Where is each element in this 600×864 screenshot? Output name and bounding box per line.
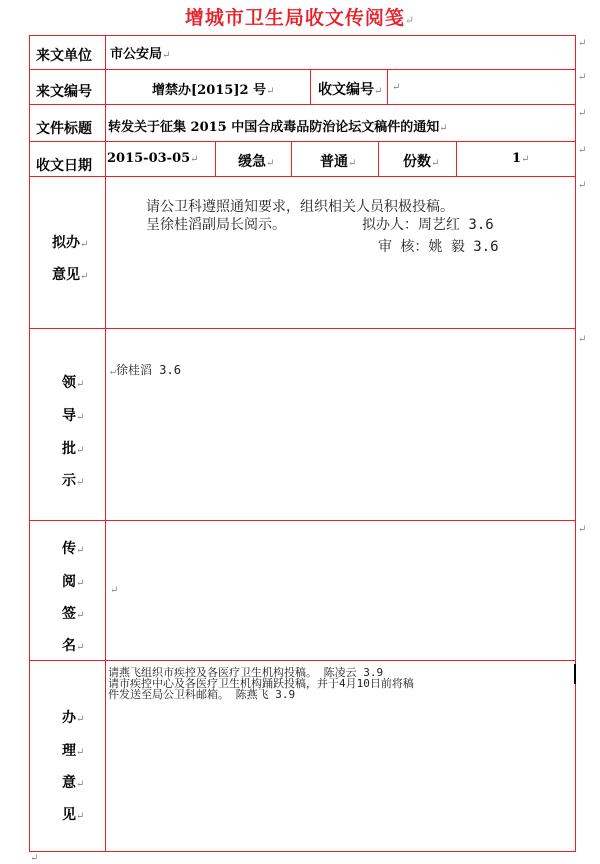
row-end-mark: ↵ (578, 72, 587, 83)
leader-note: ↵徐桂滔 3.6 (110, 363, 181, 377)
handling-line-3: 件发送至局公卫科邮箱。 陈燕飞 3.9 (108, 688, 296, 701)
document-title (0, 3, 600, 30)
subject-label: 文件标题 (36, 121, 92, 137)
recv-no-label: 收文编号↵ (318, 82, 383, 98)
urgency-label: 缓急↵ (238, 154, 275, 170)
circulation-label-char: 签↵ (62, 606, 85, 622)
opinion-drafter: 拟办人：周艺红 3.6 (362, 217, 494, 233)
opinion-label-char: 意见↵ (52, 267, 89, 283)
row-end-mark: ↵ (578, 145, 587, 156)
cell-recv-no-value[interactable] (387, 69, 576, 105)
leader-label-char: 导↵ (62, 408, 85, 424)
opinion-reviewer: 审 核：姚 毅 3.6 (378, 239, 499, 255)
copies-label: 份数↵ (403, 154, 440, 170)
row-end-mark: ↵ (578, 38, 587, 49)
text-cursor (574, 664, 576, 684)
cell-from-unit-value[interactable] (105, 35, 576, 70)
handling-label-char: 理↵ (62, 743, 85, 759)
handling-label-char: 办↵ (62, 710, 85, 726)
row-end-mark: ↵ (578, 334, 587, 345)
circulation-empty-mark: ↵ (110, 585, 119, 596)
opinion-label-char: 拟办↵ (52, 235, 89, 251)
circulation-label-char: 名↵ (62, 638, 85, 654)
handling-label-char: 意↵ (62, 775, 85, 791)
leader-label-char: 领↵ (62, 375, 85, 391)
doc-no-value: 增禁办[2015]2 号↵ (152, 83, 275, 98)
row-end-mark: ↵ (578, 524, 587, 535)
doc-no-label: 来文编号 (36, 84, 92, 100)
leader-label-char: 示↵ (62, 473, 85, 489)
handling-label-char: 见↵ (62, 807, 85, 823)
urgency-value: 普通↵ (320, 154, 357, 170)
from-unit-label: 来文单位 (36, 48, 92, 64)
from-unit-value: 市公安局↵ (110, 47, 171, 62)
cell-circulation-content[interactable] (105, 520, 576, 661)
circulation-label-char: 传↵ (62, 541, 85, 557)
paragraph-mark-icon: ↵ (404, 14, 416, 27)
recv-date-label: 收文日期 (36, 158, 92, 174)
copies-value: 1↵ (512, 151, 530, 166)
cell-leader-content[interactable] (105, 328, 576, 521)
recv-no-value: ↵ (392, 82, 401, 93)
end-paragraph-mark: ↵ (30, 853, 39, 864)
handling-line-2: 请市疾控中心及各医疗卫生机构踊跃投稿，并于4月10日前将稿 (108, 677, 414, 690)
recv-date-value: 2015-03-05↵ (107, 151, 199, 166)
row-end-mark: ↵ (578, 108, 587, 119)
row-end-mark: ↵ (578, 180, 587, 191)
leader-label-char: 批↵ (62, 441, 85, 457)
cell-opinion-label (29, 176, 106, 329)
circulation-label-char: 阅↵ (62, 574, 85, 590)
document-title-text: 增城市卫生局收文传阅笺 (184, 7, 405, 29)
opinion-line-1: 请公卫科遵照通知要求，组织相关人员积极投稿。 (146, 199, 454, 215)
handling-line-1: 请燕飞组织市疾控及各医疗卫生机构投稿。 陈凌云 3.9 (108, 666, 384, 679)
opinion-line-2: 呈徐桂滔副局长阅示。 (146, 217, 286, 233)
subject-value: 转发关于征集 2015 中国合成毒品防治论坛文稿件的通知↵ (108, 120, 448, 135)
